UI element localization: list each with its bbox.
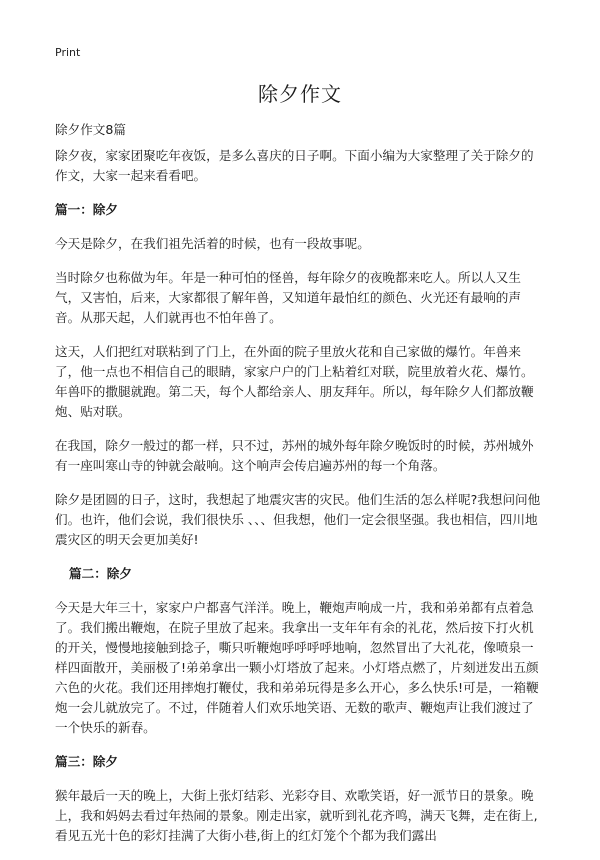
paragraph: 在我国，除夕一般过的都一样，只不过，苏州的城外每年除夕晚饭时的时候，苏州城外有一座叫寒山寺的钟就会敲响。这个响声会传启遍苏州的每一个角落。 [55, 438, 534, 473]
paragraph: 当时除夕也称做为年。年是一种可怕的怪兽，每年除夕的夜晚都来吃人。所以人又生气，又害怕，后来，大家都很了解年兽，又知道年最怕红的颜色、火光还有最响的声音。从那天起，人们就再也不怕年兽了。 [55, 270, 521, 325]
paragraph: 猴年最后一天的晚上，大街上张灯结彩、光彩夺目、欢歌笑语，好一派节日的景象。晚上，我和妈妈去看过年热闹的景象。刚走出家，就听到礼花齐鸣，满天飞舞，走在街上,看见五光十色的彩灯挂满了大街小巷,街上的红灯笼个个都为我们露出 [55, 788, 538, 843]
intro-paragraph: 除夕夜，家家团聚吃年夜饭，是多么喜庆的日子啊。下面小编为大家整理了关于除夕的作文，大家一起来看看吧。 [55, 148, 534, 183]
print-link[interactable]: Print [55, 46, 81, 59]
paragraph: 今天是除夕，在我们祖先活着的时候，也有一段故事呢。 [55, 236, 370, 251]
section-heading-1: 篇一：除夕 [55, 202, 118, 217]
page-title: 除夕作文 [258, 82, 342, 106]
section-heading-3: 篇三：除夕 [55, 754, 118, 769]
paragraph: 除夕是团圆的日子，这时，我想起了地震灾害的灾民。他们生活的怎么样呢?我想问问他们。也许，他们会说，我们很快乐 、、、但我想，他们一定会很坚强。我也相信，四川地震灾区的明天会更加美好! [55, 492, 541, 547]
article-subtitle: 除夕作文8篇 [55, 122, 126, 137]
paragraph: 今天是大年三十，家家户户都喜气洋洋。晚上，鞭炮声响成一片，我和弟弟都有点着急了。我们搬出鞭炮，在院子里放了起来。我拿出一支年年有余的礼花，然后按下打火机的开关，慢慢地接触到捻子，嘶只听鞭炮呼呼呼呼地响，忽然冒出了大礼花，像喷泉一样四面散开，美丽极了!弟弟拿出一颗小灯塔放了起来。小灯塔点燃了，片刻迸发出五颜六色的火花。我们还用摔炮打鞭仗，我和弟弟玩得是多么开心，多么快乐!可是，一箱鞭炮一会儿就放完了。不过，伴随着人们欢乐地笑语、无数的歌声、鞭炮声让我们渡过了一个快乐的新春。 [55, 600, 539, 735]
article-body [55, 120, 545, 860]
section-heading-2: 篇二：除夕 [69, 566, 132, 581]
paragraph: 这天，人们把红对联粘到了门上，在外面的院子里放火花和自己家做的爆竹。年兽来了，他一点也不相信自己的眼睛，家家户户的门上粘着红对联，院里放着火花、爆竹。年兽吓的撒腿就跑。第二天，每个人都给亲人、朋友拜年。所以，每年除夕人们都放鞭炮、贴对联。 [55, 344, 534, 419]
